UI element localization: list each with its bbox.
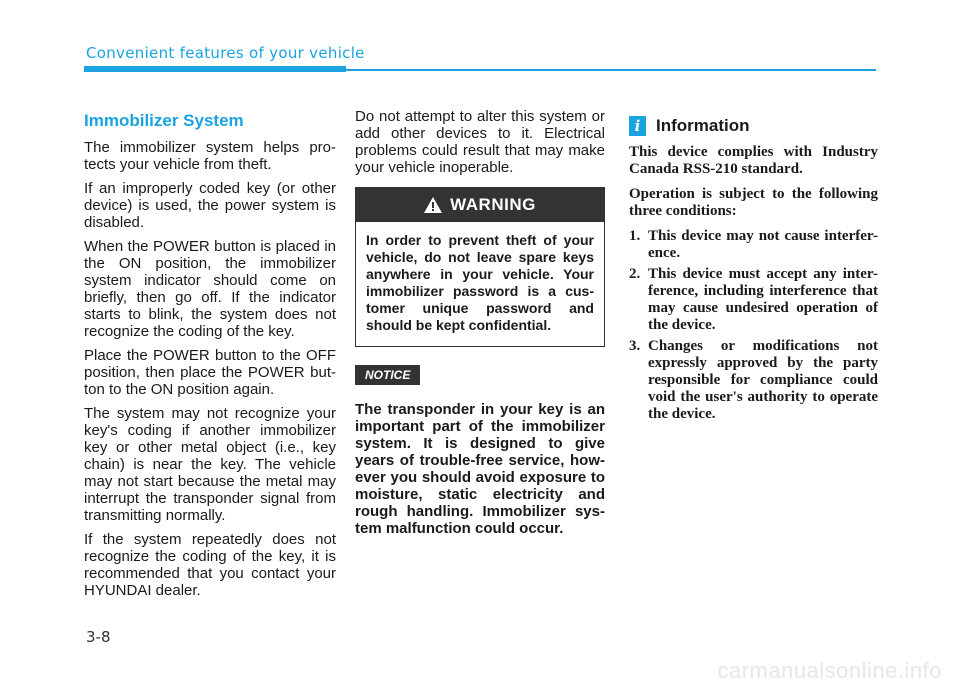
paragraph: The system may not recognize your key's coding if another immobilizer key or other metal object (i.e., key chain) is near the key. The vehicle may not start because the metal may interrupt the transponder signal from transmitting normally. bbox=[84, 405, 336, 524]
warning-box bbox=[355, 187, 605, 347]
header-rule bbox=[346, 69, 876, 71]
notice-badge: NOTICE bbox=[355, 365, 420, 385]
intro-paragraph: Do not attempt to alter this system or add other devices to it. Electrical problems could result that may make your vehicle inoperable. bbox=[355, 108, 605, 176]
warning-text: In order to prevent theft of your vehicle, do not leave spare keys anywhere in your vehicle. Your immobilizer password is a cus-tomer unique password and should be kept confidential. bbox=[366, 232, 594, 333]
list-item-text: Changes or modifications not expressly approved by the party responsible for compliance could void the user's authority to operate the device. bbox=[648, 338, 878, 422]
paragraph: If the system repeatedly does not recognize the coding of the key, it is recommended that you contact your HYUNDAI dealer. bbox=[84, 531, 336, 599]
list-item-text: This device may not cause interfer-ence. bbox=[648, 228, 878, 261]
list-item bbox=[629, 266, 878, 334]
conditions-list bbox=[629, 228, 878, 423]
page-number: 3-8 bbox=[86, 628, 111, 646]
info-paragraph: Operation is subject to the following three conditions: bbox=[629, 186, 878, 219]
paragraph: The immobilizer system helps pro-tects your vehicle from theft. bbox=[84, 139, 336, 173]
column-information bbox=[629, 108, 878, 427]
info-paragraph: This device complies with Industry Canada RSS-210 standard. bbox=[629, 144, 878, 177]
list-item bbox=[629, 228, 878, 262]
column-warnings bbox=[355, 108, 605, 537]
list-item-number: 3. bbox=[629, 338, 641, 354]
watermark: carmanualsonline.info bbox=[717, 658, 942, 683]
column-immobilizer bbox=[84, 108, 336, 606]
warning-header bbox=[356, 188, 604, 222]
list-item bbox=[629, 338, 878, 423]
list-item-number: 1. bbox=[629, 228, 641, 244]
section-header-title: Convenient features of your vehicle bbox=[86, 44, 365, 62]
header-accent-bar bbox=[84, 66, 346, 72]
paragraph: When the POWER button is placed in the ON position, the immobilizer system indicator should come on briefly, then go off. If the indicator starts to blink, the system does not recognize the coding of the key. bbox=[84, 238, 336, 340]
warning-triangle-icon bbox=[424, 197, 442, 213]
information-header bbox=[629, 116, 878, 136]
list-item-number: 2. bbox=[629, 266, 641, 282]
info-icon: i bbox=[629, 116, 646, 136]
list-item-text: This device must accept any inter-ference, including interference that may cause undesired operation of the device. bbox=[648, 266, 878, 333]
information-title: Information bbox=[656, 116, 750, 135]
notice-text: The transponder in your key is an important part of the immobilizer system. It is designed to give years of trouble-free service, how-ever you should avoid exposure to moisture, static electricity and rough handling. Immobilizer sys-tem malfunction could occur. bbox=[355, 401, 605, 537]
paragraph: Place the POWER button to the OFF position, then place the POWER but-ton to the ON position again. bbox=[84, 347, 336, 398]
section-title: Immobilizer System bbox=[84, 111, 244, 130]
warning-label: WARNING bbox=[450, 195, 536, 214]
paragraph: If an improperly coded key (or other device) is used, the power system is disabled. bbox=[84, 180, 336, 231]
